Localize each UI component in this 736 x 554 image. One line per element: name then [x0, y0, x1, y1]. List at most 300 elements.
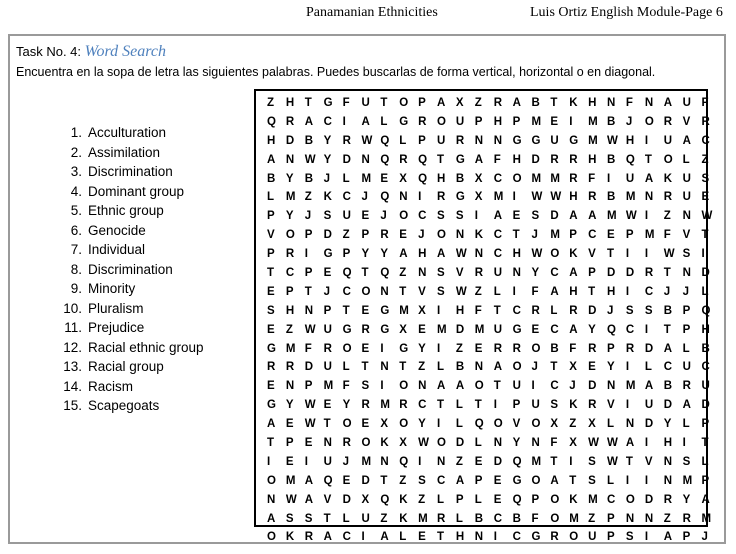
- grid-letter: S: [361, 380, 370, 393]
- grid-letter: U: [342, 210, 351, 223]
- grid-letter: A: [304, 493, 314, 506]
- grid-letter: M: [644, 229, 655, 242]
- grid-letter: O: [342, 342, 352, 355]
- grid-letter: O: [361, 285, 371, 298]
- grid-letter: I: [644, 134, 649, 147]
- grid-letter: G: [512, 474, 522, 487]
- grid-letter: Z: [399, 474, 407, 487]
- grid-letter: S: [285, 512, 294, 525]
- grid-letter: Z: [663, 512, 671, 525]
- grid-letter: M: [285, 474, 296, 487]
- grid-letter: A: [569, 210, 578, 223]
- word-number: 3.: [70, 164, 82, 179]
- grid-letter: R: [682, 380, 691, 393]
- grid-letter: T: [663, 323, 671, 336]
- grid-letter: M: [701, 512, 712, 525]
- grid-letter: G: [267, 342, 276, 355]
- grid-letter: Y: [285, 172, 294, 185]
- grid-letter: I: [342, 115, 346, 128]
- grid-letter: R: [644, 267, 654, 280]
- grid-letter: F: [569, 342, 577, 355]
- grid-letter: T: [437, 399, 445, 412]
- grid-letter: M: [588, 134, 598, 147]
- word-number: 9.: [70, 281, 82, 296]
- grid-letter: R: [474, 267, 484, 280]
- grid-letter: A: [304, 115, 314, 128]
- grid-letter: N: [285, 380, 295, 393]
- grid-letter: E: [607, 229, 615, 242]
- grid-letter: V: [455, 267, 464, 280]
- grid-letter: I: [418, 455, 422, 468]
- task-name: Word Search: [84, 43, 166, 60]
- task-number: Task No. 4:: [16, 44, 85, 59]
- grid-letter: O: [361, 437, 371, 450]
- grid-letter: F: [342, 380, 350, 393]
- grid-letter: C: [342, 285, 351, 298]
- grid-letter: Z: [701, 153, 709, 166]
- grid-letter: O: [437, 437, 446, 450]
- grid-letter: U: [512, 380, 521, 393]
- word-number: 15.: [63, 398, 82, 413]
- grid-letter: J: [682, 285, 689, 298]
- grid-letter: T: [569, 474, 577, 487]
- grid-letter: D: [531, 153, 540, 166]
- grid-letter: C: [285, 267, 295, 280]
- grid-letter: H: [569, 191, 578, 204]
- grid-letter: K: [474, 229, 484, 242]
- grid-letter: D: [588, 304, 597, 317]
- grid-letter: R: [437, 191, 446, 204]
- grid-letter: Q: [399, 455, 409, 468]
- grid-letter: Y: [285, 399, 294, 412]
- word-text: Discrimination: [88, 164, 173, 179]
- grid-letter: S: [531, 210, 540, 223]
- grid-letter: I: [607, 172, 611, 185]
- grid-letter: R: [399, 153, 408, 166]
- grid-letter: T: [380, 97, 388, 109]
- grid-letter: N: [682, 210, 691, 223]
- word-number: 1.: [70, 125, 82, 140]
- grid-letter: L: [399, 531, 407, 544]
- grid-letter: Z: [380, 512, 388, 525]
- grid-letter: M: [531, 115, 542, 128]
- grid-letter: C: [493, 512, 502, 525]
- grid-letter: K: [285, 531, 295, 544]
- grid-letter: E: [285, 455, 294, 468]
- grid-letter: N: [380, 455, 389, 468]
- grid-letter: W: [625, 210, 637, 223]
- grid-letter: C: [663, 361, 673, 374]
- grid-letter: C: [550, 323, 559, 336]
- grid-letter: M: [588, 493, 598, 506]
- grid-letter: K: [399, 493, 408, 506]
- grid-letter: C: [644, 285, 654, 298]
- grid-letter: Z: [663, 210, 671, 223]
- grid-letter: N: [663, 455, 673, 468]
- grid-letter: B: [531, 97, 540, 109]
- grid-letter: I: [304, 248, 308, 261]
- grid-letter: A: [267, 153, 276, 166]
- grid-row: [267, 472, 710, 491]
- grid-letter: B: [267, 172, 276, 185]
- grid-letter: N: [493, 134, 502, 147]
- grid-letter: I: [493, 531, 497, 544]
- grid-letter: Q: [607, 323, 616, 336]
- grid-letter: G: [512, 134, 522, 147]
- grid-letter: Z: [342, 229, 350, 242]
- grid-letter: G: [380, 304, 390, 317]
- grid-letter: I: [267, 455, 271, 468]
- grid-letter: H: [512, 248, 521, 261]
- grid-letter: R: [323, 342, 332, 355]
- grid-letter: W: [304, 323, 316, 336]
- grid-letter: I: [531, 380, 535, 393]
- grid-letter: U: [682, 97, 691, 109]
- grid-letter: E: [418, 531, 426, 544]
- grid-letter: G: [323, 97, 333, 109]
- grid-letter: P: [682, 323, 691, 336]
- grid-letter: I: [625, 285, 630, 298]
- grid-letter: L: [550, 304, 558, 317]
- grid-letter: P: [342, 248, 351, 261]
- grid-letter: M: [607, 210, 617, 223]
- grid-letter: O: [550, 512, 560, 525]
- grid-letter: P: [531, 493, 540, 506]
- grid-letter: T: [304, 285, 312, 298]
- grid-letter: R: [267, 361, 276, 374]
- grid-letter: J: [304, 210, 312, 223]
- word-text: Assimilation: [88, 144, 161, 160]
- grid-letter: I: [701, 248, 705, 261]
- grid-letter: R: [663, 115, 673, 128]
- grid-letter: T: [550, 361, 558, 374]
- grid-letter: Y: [682, 493, 691, 506]
- grid-letter: R: [588, 342, 597, 355]
- grid-letter: P: [607, 531, 615, 544]
- grid-letter: N: [625, 512, 635, 525]
- grid-letter: E: [550, 115, 559, 128]
- grid-letter: D: [644, 342, 654, 355]
- grid-letter: H: [285, 97, 295, 109]
- word-text: Individual: [88, 242, 146, 257]
- grid-letter: N: [663, 474, 673, 487]
- page-header: [0, 5, 736, 23]
- grid-letter: W: [304, 418, 316, 431]
- grid-letter: R: [682, 512, 691, 525]
- grid-letter: L: [474, 437, 482, 450]
- word-list-item: [58, 162, 204, 182]
- grid-row: [267, 302, 711, 321]
- grid-letter: D: [644, 418, 654, 431]
- grid-letter: D: [285, 134, 295, 147]
- grid-letter: D: [304, 361, 314, 374]
- grid-letter: Y: [663, 418, 672, 431]
- grid-letter: U: [361, 97, 370, 109]
- grid-letter: D: [550, 210, 559, 223]
- word-number: 6.: [70, 222, 82, 238]
- grid-letter: M: [625, 191, 636, 204]
- grid-letter: Y: [285, 210, 294, 223]
- grid-letter: Y: [323, 153, 332, 166]
- grid-letter: D: [625, 267, 635, 280]
- grid-letter: V: [644, 455, 653, 468]
- grid-letter: G: [342, 323, 352, 336]
- grid-letter: N: [607, 380, 616, 393]
- grid-letter: L: [682, 153, 690, 166]
- grid-letter: U: [682, 172, 691, 185]
- grid-letter: C: [607, 493, 616, 506]
- grid-row: [267, 132, 710, 151]
- grid-letter: K: [323, 191, 332, 204]
- grid-letter: F: [304, 342, 312, 355]
- grid-letter: W: [550, 191, 562, 204]
- grid-letter: P: [323, 304, 332, 317]
- grid-row: [267, 434, 709, 453]
- grid-letter: S: [437, 267, 445, 280]
- grid-letter: C: [512, 531, 521, 544]
- grid-letter: D: [361, 474, 370, 487]
- grid-row: [267, 321, 710, 340]
- grid-letter: O: [550, 248, 560, 261]
- grid-letter: O: [474, 380, 484, 393]
- grid-letter: W: [701, 210, 713, 223]
- grid-letter: B: [304, 172, 314, 185]
- grid-letter: A: [644, 172, 654, 185]
- grid-letter: I: [569, 455, 573, 468]
- grid-letter: Z: [474, 285, 482, 298]
- grid-letter: H: [701, 323, 710, 336]
- grid-letter: L: [380, 115, 388, 128]
- grid-letter: P: [682, 531, 691, 544]
- grid-letter: B: [607, 153, 616, 166]
- grid-letter: R: [380, 229, 389, 242]
- grid-letter: U: [493, 323, 502, 336]
- grid-letter: M: [399, 304, 409, 317]
- grid-letter: O: [550, 493, 560, 506]
- grid-letter: E: [342, 474, 351, 487]
- grid-letter: O: [531, 418, 541, 431]
- grid-letter: R: [342, 134, 351, 147]
- grid-letter: X: [399, 172, 407, 185]
- grid-letter: O: [512, 361, 522, 374]
- grid-letter: U: [588, 531, 597, 544]
- grid-letter: C: [493, 248, 502, 261]
- grid-letter: W: [531, 191, 543, 204]
- grid-letter: A: [663, 342, 673, 355]
- word-number: 7.: [70, 242, 82, 257]
- grid-letter: I: [474, 210, 478, 223]
- grid-letter: H: [285, 304, 295, 317]
- grid-letter: B: [550, 342, 559, 355]
- word-text: Racial group: [88, 359, 164, 374]
- grid-letter: F: [531, 285, 539, 298]
- grid-letter: U: [625, 172, 635, 185]
- grid-letter: E: [701, 191, 710, 204]
- grid-letter: L: [267, 191, 275, 204]
- grid-letter: I: [625, 474, 630, 487]
- grid-letter: R: [361, 399, 370, 412]
- grid-letter: P: [267, 248, 275, 261]
- grid-letter: H: [267, 134, 276, 147]
- grid-row: [267, 283, 709, 302]
- grid-letter: E: [493, 474, 502, 487]
- grid-letter: Q: [701, 304, 711, 317]
- grid-letter: N: [323, 437, 332, 450]
- grid-letter: N: [512, 267, 521, 280]
- grid-letter: R: [569, 153, 578, 166]
- grid-letter: Z: [418, 493, 426, 506]
- grid-letter: N: [625, 418, 635, 431]
- grid-row: [267, 528, 706, 547]
- grid-row: [267, 358, 710, 377]
- grid-letter: I: [437, 418, 441, 431]
- grid-letter: X: [588, 418, 596, 431]
- grid-letter: A: [588, 210, 597, 223]
- grid-letter: D: [342, 493, 351, 506]
- word-number: 10.: [63, 300, 82, 316]
- grid-letter: W: [531, 248, 543, 261]
- grid-letter: D: [644, 493, 654, 506]
- grid-letter: Y: [342, 399, 351, 412]
- grid-letter: U: [682, 191, 691, 204]
- grid-letter: C: [342, 531, 351, 544]
- grid-letter: D: [663, 399, 673, 412]
- grid-letter: A: [267, 512, 276, 525]
- grid-letter: P: [474, 474, 483, 487]
- grid-letter: X: [399, 323, 407, 336]
- grid-letter: K: [399, 512, 408, 525]
- word-number: 2.: [70, 144, 82, 160]
- grid-letter: T: [625, 455, 633, 468]
- grid-letter: B: [512, 512, 521, 525]
- grid-letter: J: [531, 229, 538, 242]
- grid-letter: M: [569, 512, 579, 525]
- grid-letter: F: [550, 437, 558, 450]
- grid-letter: J: [380, 210, 387, 223]
- grid-letter: Z: [569, 418, 577, 431]
- grid-letter: P: [625, 229, 634, 242]
- grid-letter: H: [418, 248, 427, 261]
- word-list: [58, 123, 204, 416]
- grid-letter: R: [569, 304, 578, 317]
- grid-letter: R: [569, 172, 578, 185]
- grid-letter: N: [380, 361, 389, 374]
- grid-letter: H: [493, 115, 502, 128]
- grid-letter: H: [437, 172, 446, 185]
- grid-letter: T: [361, 267, 369, 280]
- grid-letter: H: [455, 304, 465, 317]
- grid-letter: Z: [399, 267, 407, 280]
- grid-letter: T: [663, 267, 671, 280]
- grid-letter: X: [399, 437, 407, 450]
- grid-letter: N: [531, 437, 540, 450]
- grid-letter: O: [663, 153, 673, 166]
- grid-letter: M: [531, 172, 542, 185]
- grid-letter: T: [474, 399, 482, 412]
- grid-letter: Q: [418, 153, 428, 166]
- grid-letter: Y: [361, 248, 370, 261]
- grid-letter: A: [267, 418, 276, 431]
- grid-letter: T: [493, 304, 501, 317]
- grid-letter: U: [550, 134, 559, 147]
- word-text: Racial ethnic group: [88, 339, 204, 355]
- grid-row: [267, 415, 710, 434]
- word-list-item: [58, 357, 204, 377]
- grid-letter: C: [588, 229, 597, 242]
- grid-letter: H: [588, 153, 597, 166]
- grid-letter: I: [644, 210, 649, 223]
- grid-letter: A: [493, 210, 502, 223]
- grid-letter: T: [644, 153, 652, 166]
- grid-row: [267, 113, 710, 132]
- grid-letter: R: [493, 342, 502, 355]
- grid-row: [267, 396, 710, 415]
- grid-letter: T: [304, 97, 312, 109]
- grid-letter: O: [267, 531, 276, 544]
- grid-letter: G: [531, 531, 541, 544]
- grid-letter: M: [550, 172, 560, 185]
- grid-letter: L: [682, 418, 690, 431]
- grid-letter: A: [512, 97, 521, 109]
- grid-row: [267, 264, 710, 283]
- grid-letter: F: [474, 304, 482, 317]
- word-text: Racism: [88, 378, 134, 394]
- grid-letter: L: [607, 474, 615, 487]
- grid-letter: C: [550, 267, 559, 280]
- grid-letter: M: [285, 342, 296, 355]
- grid-letter: H: [569, 285, 578, 298]
- grid-letter: N: [399, 191, 408, 204]
- word-number: 12.: [63, 339, 82, 355]
- grid-letter: W: [304, 153, 316, 166]
- grid-letter: B: [701, 342, 710, 355]
- header-page-info: Luis Ortiz English Module-Page 6: [530, 5, 723, 20]
- grid-letter: O: [437, 229, 446, 242]
- grid-letter: S: [267, 304, 275, 317]
- word-list-item: [58, 299, 204, 319]
- grid-letter: J: [361, 191, 368, 204]
- grid-letter: N: [267, 493, 276, 506]
- grid-letter: X: [380, 418, 389, 431]
- grid-letter: O: [285, 229, 295, 242]
- grid-row: [267, 188, 710, 207]
- grid-letter: K: [663, 172, 673, 185]
- grid-letter: J: [569, 380, 576, 393]
- grid-letter: A: [474, 153, 484, 166]
- grid-letter: E: [304, 437, 313, 450]
- grid-letter: W: [663, 248, 675, 261]
- grid-letter: E: [474, 342, 483, 355]
- grid-letter: Q: [380, 267, 390, 280]
- grid-letter: O: [644, 115, 654, 128]
- grid-letter: Q: [512, 493, 522, 506]
- grid-letter: C: [342, 191, 351, 204]
- grid-letter: M: [361, 172, 372, 185]
- grid-letter: A: [380, 531, 389, 544]
- word-list-item: [58, 260, 204, 280]
- grid-letter: C: [418, 210, 427, 223]
- grid-letter: I: [644, 474, 649, 487]
- grid-letter: A: [455, 380, 465, 393]
- grid-letter: D: [701, 267, 710, 280]
- grid-letter: L: [437, 493, 445, 506]
- grid-letter: T: [493, 380, 501, 393]
- grid-letter: E: [474, 455, 483, 468]
- grid-letter: P: [304, 267, 313, 280]
- grid-letter: Q: [323, 474, 333, 487]
- grid-letter: T: [550, 97, 558, 109]
- grid-letter: Y: [588, 323, 596, 336]
